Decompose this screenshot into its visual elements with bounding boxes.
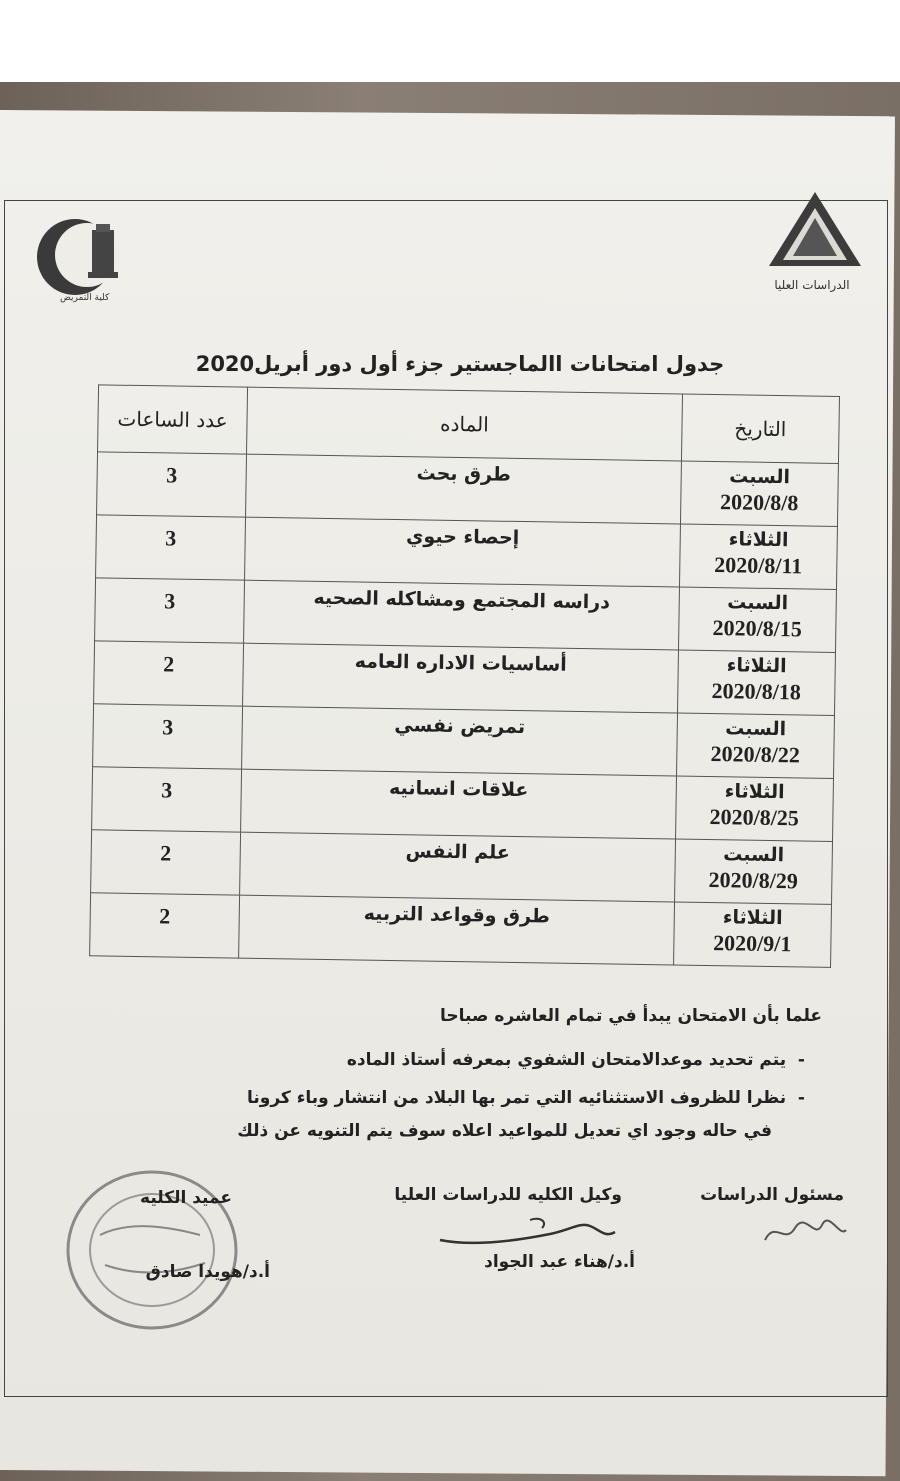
day-name: السبت xyxy=(725,717,787,741)
credit-hours: 2 xyxy=(159,903,171,929)
subject-cell xyxy=(241,769,677,839)
exam-date: 2020/8/22 xyxy=(710,741,801,768)
page-title: جدول امتحانات االماجستير جزء أول دور أبريل2020 xyxy=(195,352,725,376)
date-cell xyxy=(674,839,832,904)
hours-cell xyxy=(93,704,243,769)
subject-name: أساسيات الاداره العامه xyxy=(354,650,567,676)
vice-dean-name: أ.د/هناء عبد الجواد xyxy=(484,1252,635,1272)
date-cell xyxy=(680,461,838,526)
hours-cell xyxy=(90,893,240,958)
subject-name: علاقات انسانيه xyxy=(388,776,529,802)
subject-name: تمريض نفسي xyxy=(394,714,526,739)
hours-cell xyxy=(91,830,241,895)
table-row xyxy=(97,452,839,527)
hours-cell xyxy=(92,767,242,832)
vice-dean-signature xyxy=(430,1212,620,1252)
exam-date: 2020/9/1 xyxy=(712,930,792,957)
exam-date: 2020/8/18 xyxy=(711,678,802,705)
dean-title: عميد الكليه xyxy=(140,1188,232,1208)
subject-cell xyxy=(246,454,682,524)
date-cell xyxy=(678,587,836,652)
day-name: الثلاثاء xyxy=(724,780,785,804)
credit-hours: 2 xyxy=(163,651,175,677)
subject-cell xyxy=(244,580,680,650)
header-hours: عدد الساعات xyxy=(98,385,248,454)
left-logo-caption: كلية التمريض xyxy=(60,293,110,303)
table-row xyxy=(94,641,836,716)
day-name: السبت xyxy=(729,465,791,489)
right-logo-caption: الدراسات العليا xyxy=(774,278,850,292)
date-cell xyxy=(677,650,835,715)
header-date: التاريخ xyxy=(681,394,839,463)
studies-officer-title: مسئول الدراسات xyxy=(700,1185,844,1205)
table-row xyxy=(96,515,838,590)
table-row xyxy=(93,704,835,779)
date-cell xyxy=(675,776,833,841)
subject-cell xyxy=(239,895,675,965)
hours-cell xyxy=(94,641,244,706)
dean-name: أ.د/هويدا صادق xyxy=(145,1262,270,1282)
date-cell xyxy=(673,902,831,967)
hours-cell xyxy=(97,452,247,517)
subject-name: إحصاء حيوي xyxy=(405,525,520,549)
subject-name: دراسه المجتمع ومشاكله الصحيه xyxy=(313,586,611,614)
hours-cell xyxy=(96,515,246,580)
bullet-dash: - xyxy=(786,1050,805,1070)
subject-cell xyxy=(243,643,679,713)
subject-cell xyxy=(242,706,678,776)
credit-hours: 3 xyxy=(161,777,173,803)
credit-hours: 3 xyxy=(164,588,176,614)
studies-officer-signature xyxy=(760,1210,850,1250)
subject-name: طرق وقواعد التربيه xyxy=(363,902,551,928)
hours-cell xyxy=(95,578,245,643)
day-name: السبت xyxy=(723,843,785,867)
day-name: السبت xyxy=(727,591,789,615)
table-row xyxy=(90,893,832,968)
credit-hours: 3 xyxy=(162,714,174,740)
credit-hours: 3 xyxy=(166,462,178,488)
table-row xyxy=(92,767,834,842)
day-name: الثلاثاء xyxy=(728,528,789,552)
table-header-row xyxy=(98,385,840,464)
vice-dean-title: وكيل الكليه للدراسات العليا xyxy=(394,1185,622,1205)
note-bullet-2-text: نظرا للظروف الاستثنائيه التي تمر بها البلاد من انتشار وباء كرونا xyxy=(247,1088,787,1108)
subject-name: علم النفس xyxy=(405,840,511,864)
exam-date: 2020/8/25 xyxy=(709,804,800,831)
subject-cell xyxy=(245,517,681,587)
credit-hours: 2 xyxy=(160,840,172,866)
note-bullet-1-text: يتم تحديد موعدالامتحان الشفوي بمعرفه أستاذ الماده xyxy=(346,1050,787,1070)
day-name: الثلاثاء xyxy=(726,654,787,678)
bullet-dash: - xyxy=(786,1088,805,1108)
exam-date: 2020/8/29 xyxy=(708,866,799,894)
subject-name: طرق بحث xyxy=(416,462,511,486)
note-bullet-corona xyxy=(247,1088,805,1108)
table-row xyxy=(91,830,833,905)
pyramid-logo xyxy=(765,188,865,270)
exam-date: 2020/8/8 xyxy=(719,489,799,516)
exam-schedule-table xyxy=(89,384,840,968)
exam-date: 2020/8/15 xyxy=(712,615,803,642)
date-cell xyxy=(676,713,834,778)
note-bullet-oral-exam xyxy=(347,1050,805,1070)
header-subject: الماده xyxy=(247,387,683,461)
day-name: الثلاثاء xyxy=(722,906,783,930)
subject-cell xyxy=(240,832,676,902)
credit-hours: 3 xyxy=(165,525,177,551)
note-bullet-2-continuation: في حاله وجود اي تعديل للمواعيد اعلاه سوف يتم التنويه عن ذلك xyxy=(237,1121,772,1141)
date-cell xyxy=(679,524,837,589)
exam-date: 2020/8/11 xyxy=(714,552,803,579)
table-row xyxy=(95,578,837,653)
exam-time-note: علما بأن الامتحان يبدأ في تمام العاشره صباحا xyxy=(440,1006,822,1026)
